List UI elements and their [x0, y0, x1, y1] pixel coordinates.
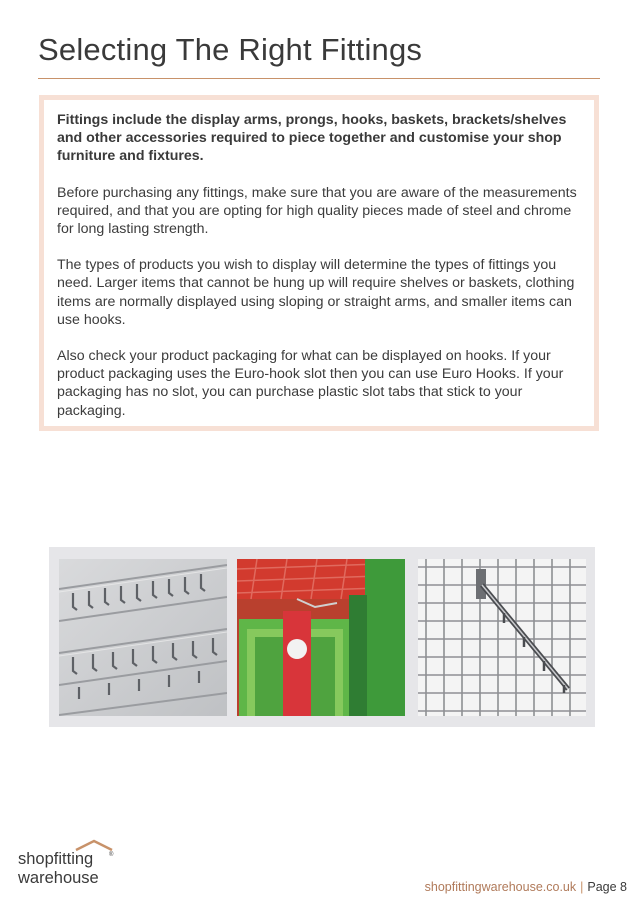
page-number: Page 8 — [587, 880, 627, 894]
measurements-paragraph: Before purchasing any fittings, make sure that you are aware of the measurements required, and that you are opting for high quality pieces made of steel and chrome for long lasting strength. — [57, 184, 577, 238]
title-divider — [38, 78, 600, 79]
registered-mark: ® — [109, 852, 114, 858]
product-types-paragraph: The types of products you wish to display will determine the types of fittings you need. Larger items that cannot be hung up will require shelves or baskets, clothing items are normally displayed using sloping or straight arms, and smaller items can use hooks. — [57, 257, 575, 328]
intro-paragraph: Fittings include the display arms, prongs, hooks, baskets, brackets/shelves and other accessories required to piece together and customise your shop furniture and fixtures. — [57, 112, 567, 165]
footer-separator: | — [580, 880, 584, 894]
slatwall-hooks-photo — [59, 559, 227, 716]
basket-display-photo — [237, 559, 405, 716]
page-footer — [425, 880, 627, 894]
logo-line-1: shopfitting — [18, 850, 94, 868]
footer-website-link[interactable]: shopfittingwarehouse.co.uk — [424, 880, 577, 894]
info-box — [39, 95, 599, 431]
page-title: Selecting The Right Fittings — [38, 32, 423, 67]
shopfitting-warehouse-logo — [18, 838, 128, 890]
gridwall-arm-photo — [418, 559, 586, 716]
logo-line-2: warehouse — [18, 869, 99, 887]
packaging-paragraph: Also check your product packaging for what can be displayed on hooks. If your product packaging uses the Euro-hook slot then you can use Euro Hooks. If your packaging has no slot, you can purchase plastic slot tabs that stick to your packaging. — [57, 348, 564, 419]
fittings-gallery — [49, 547, 595, 727]
